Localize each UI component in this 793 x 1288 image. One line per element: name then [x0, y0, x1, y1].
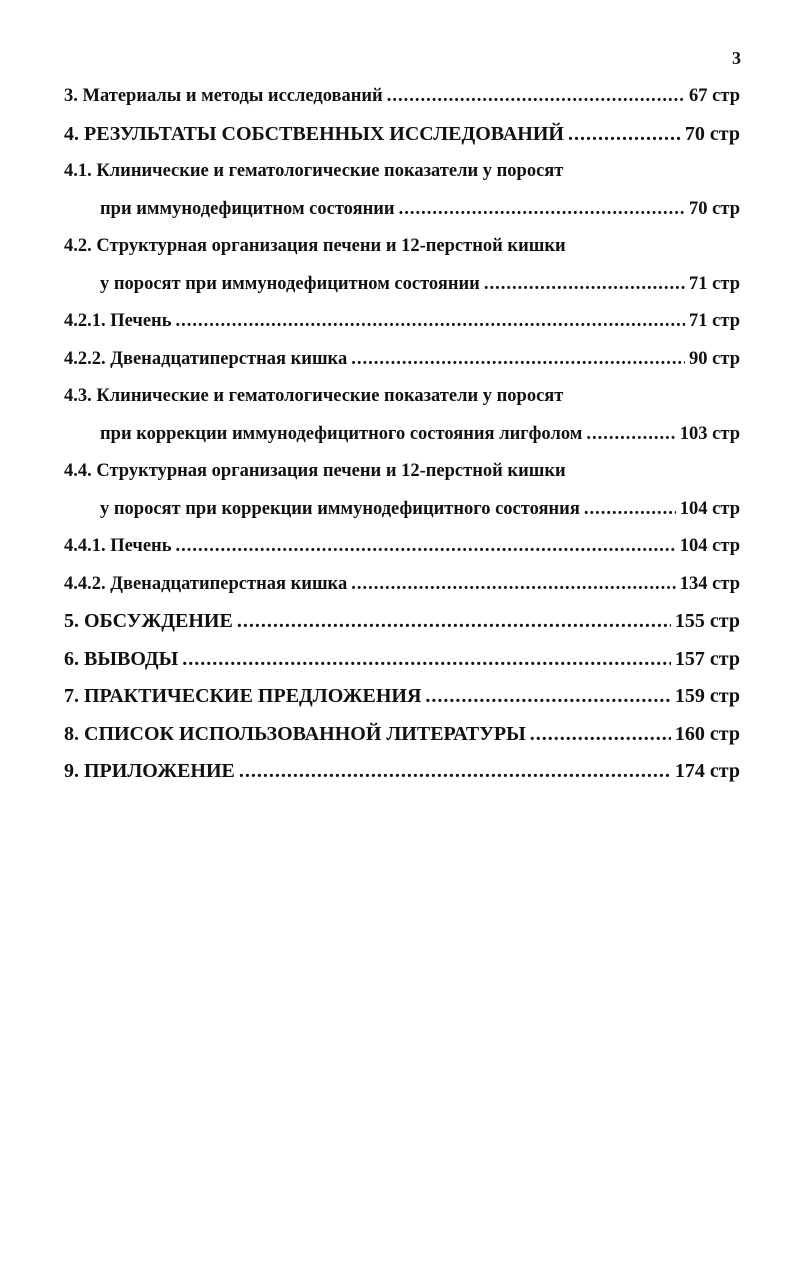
toc-entry-page: 67 стр: [689, 86, 740, 106]
toc-entry: [64, 195, 740, 233]
toc-leader-dots: [175, 532, 675, 561]
toc-entry-title: 4.2. Структурная организация печени и 12-перстной кишки: [64, 236, 566, 256]
toc-entry: [64, 82, 740, 120]
toc-leader-dots: [586, 420, 675, 449]
toc-entry: [64, 682, 740, 720]
toc-entry-heading-line: [64, 382, 740, 420]
table-of-contents: [64, 82, 740, 795]
toc-entry-page: 159 стр: [674, 685, 740, 707]
toc-leader-dots: [237, 607, 671, 636]
toc-leader-dots: [425, 682, 671, 711]
toc-entry-title: 4. РЕЗУЛЬТАТЫ СОБСТВЕННЫХ ИССЛЕДОВАНИЙ: [64, 122, 564, 145]
toc-entry-title: 6. ВЫВОДЫ: [64, 647, 179, 670]
toc-entry-title: 3. Материалы и методы исследований: [64, 86, 383, 106]
toc-entry: [64, 757, 740, 795]
toc-entry-heading-line: [64, 157, 740, 195]
toc-entry: [64, 120, 740, 158]
toc-leader-dots: [182, 645, 671, 674]
toc-leader-dots: [584, 495, 676, 524]
toc-entry-title: у поросят при коррекции иммунодефицитного состояния: [100, 498, 580, 519]
toc-entry-title: при коррекции иммунодефицитного состояния лигфолом: [100, 423, 583, 444]
page-number: 3: [732, 48, 741, 68]
toc-entry: [64, 270, 740, 308]
toc-entry: [64, 645, 740, 683]
toc-leader-dots: [568, 120, 681, 149]
toc-entry-title: 7. ПРАКТИЧЕСКИЕ ПРЕДЛОЖЕНИЯ: [64, 685, 422, 707]
toc-entry-page: 103 стр: [679, 423, 740, 444]
toc-entry-heading-line: [64, 457, 740, 495]
toc-entry-page: 157 стр: [674, 647, 740, 670]
toc-entry-title: 4.4. Структурная организация печени и 12-перстной кишки: [64, 461, 566, 481]
toc-entry: [64, 307, 740, 345]
toc-entry-heading-line: [64, 232, 740, 270]
toc-leader-dots: [175, 307, 685, 336]
toc-entry: [64, 607, 740, 645]
toc-entry-title: 8. СПИСОК ИСПОЛЬЗОВАННОЙ ЛИТЕРАТУРЫ: [64, 722, 526, 745]
toc-entry-title: при иммунодефицитном состоянии: [100, 198, 395, 219]
toc-leader-dots: [351, 345, 685, 374]
toc-entry-title: 4.4.1. Печень: [64, 536, 172, 556]
toc-entry-page: 104 стр: [679, 536, 740, 556]
toc-leader-dots: [484, 270, 685, 299]
toc-entry-page: 155 стр: [674, 610, 740, 632]
toc-entry-page: 70 стр: [689, 198, 740, 219]
toc-leader-dots: [530, 720, 671, 749]
toc-entry-title: 4.2.1. Печень: [64, 311, 172, 331]
toc-entry-page: 71 стр: [689, 273, 740, 294]
toc-leader-dots: [387, 82, 685, 111]
toc-entry: [64, 345, 740, 383]
toc-entry-page: 70 стр: [684, 122, 740, 145]
toc-entry: [64, 420, 740, 458]
toc-entry: [64, 720, 740, 758]
toc-entry-title: 4.1. Клинические и гематологические показатели у поросят: [64, 161, 564, 181]
toc-leader-dots: [239, 757, 671, 786]
toc-entry: [64, 570, 740, 608]
toc-entry-page: 134 стр: [679, 573, 740, 594]
toc-entry-page: 71 стр: [689, 311, 740, 331]
toc-entry-page: 160 стр: [674, 722, 740, 745]
toc-entry: [64, 532, 740, 570]
toc-entry-title: у поросят при иммунодефицитном состоянии: [100, 273, 480, 294]
toc-entry-title: 4.4.2. Двенадцатиперстная кишка: [64, 573, 348, 594]
toc-entry-page: 174 стр: [674, 760, 740, 782]
toc-entry-title: 5. ОБСУЖДЕНИЕ: [64, 610, 233, 632]
toc-entry-page: 90 стр: [689, 348, 740, 369]
toc-entry-page: 104 стр: [679, 498, 740, 519]
toc-leader-dots: [399, 195, 685, 224]
toc-entry-title: 9. ПРИЛОЖЕНИЕ: [64, 760, 235, 782]
toc-entry-title: 4.3. Клинические и гематологические показатели у поросят: [64, 386, 564, 406]
toc-leader-dots: [351, 570, 676, 599]
toc-entry-title: 4.2.2. Двенадцатиперстная кишка: [64, 348, 348, 369]
toc-entry: [64, 495, 740, 533]
